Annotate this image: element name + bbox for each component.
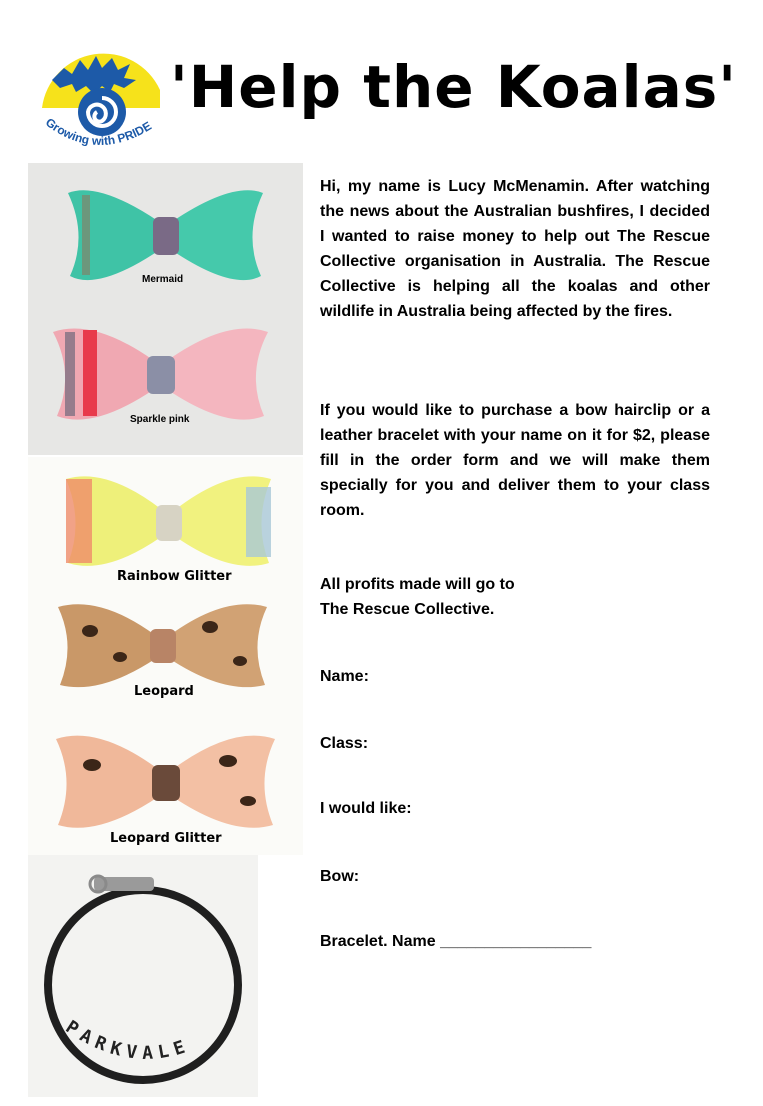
bracelet-photo (28, 855, 258, 1097)
bracelet-letters: PARKVALE (61, 1016, 194, 1065)
leopard-label: Leopard (134, 684, 194, 699)
bow-photo-panel-middle (28, 457, 303, 855)
leopard-glitter-label: Leopard Glitter (110, 831, 222, 846)
growing-with-pride-logo (28, 20, 168, 162)
rainbow-glitter-bow-image (56, 467, 281, 577)
leopard-glitter-bow-image (48, 725, 283, 840)
offer-paragraph: If you would like to purchase a bow hairclip or a leather bracelet with your name on it for $2, please fill in the order form and we will make them specially for you and deliver them to your class room. (320, 402, 710, 519)
logo-text: Growing with PRIDE (42, 115, 154, 149)
mermaid-label: Mermaid (142, 274, 184, 285)
bracelet-name-field: Bracelet. Name _________________ (320, 933, 592, 950)
bow-field-label: Bow: (320, 868, 360, 885)
intro-paragraph: Hi, my name is Lucy McMenamin. After watching the news about the Australian bushfires, I decided I wanted to raise money to help out The Rescue Collective organisation in Australia. The Rescue Collective is helping all the koalas and other wildlife in Australia being affected by the fires. (320, 178, 710, 320)
rainbow-glitter-label: Rainbow Glitter (117, 569, 232, 584)
page-title: 'Help the Koalas' (170, 53, 737, 121)
leopard-bow-image (50, 595, 275, 695)
sparkle-pink-label: Sparkle pink (130, 414, 190, 425)
would-like-label: I would like: (320, 800, 412, 817)
profits-line-2: The Rescue Collective. (320, 601, 495, 618)
profits-line-1: All profits made will go to (320, 576, 515, 593)
name-field-label: Name: (320, 668, 369, 685)
bow-photo-panel-top (28, 163, 303, 455)
class-field-label: Class: (320, 735, 369, 752)
